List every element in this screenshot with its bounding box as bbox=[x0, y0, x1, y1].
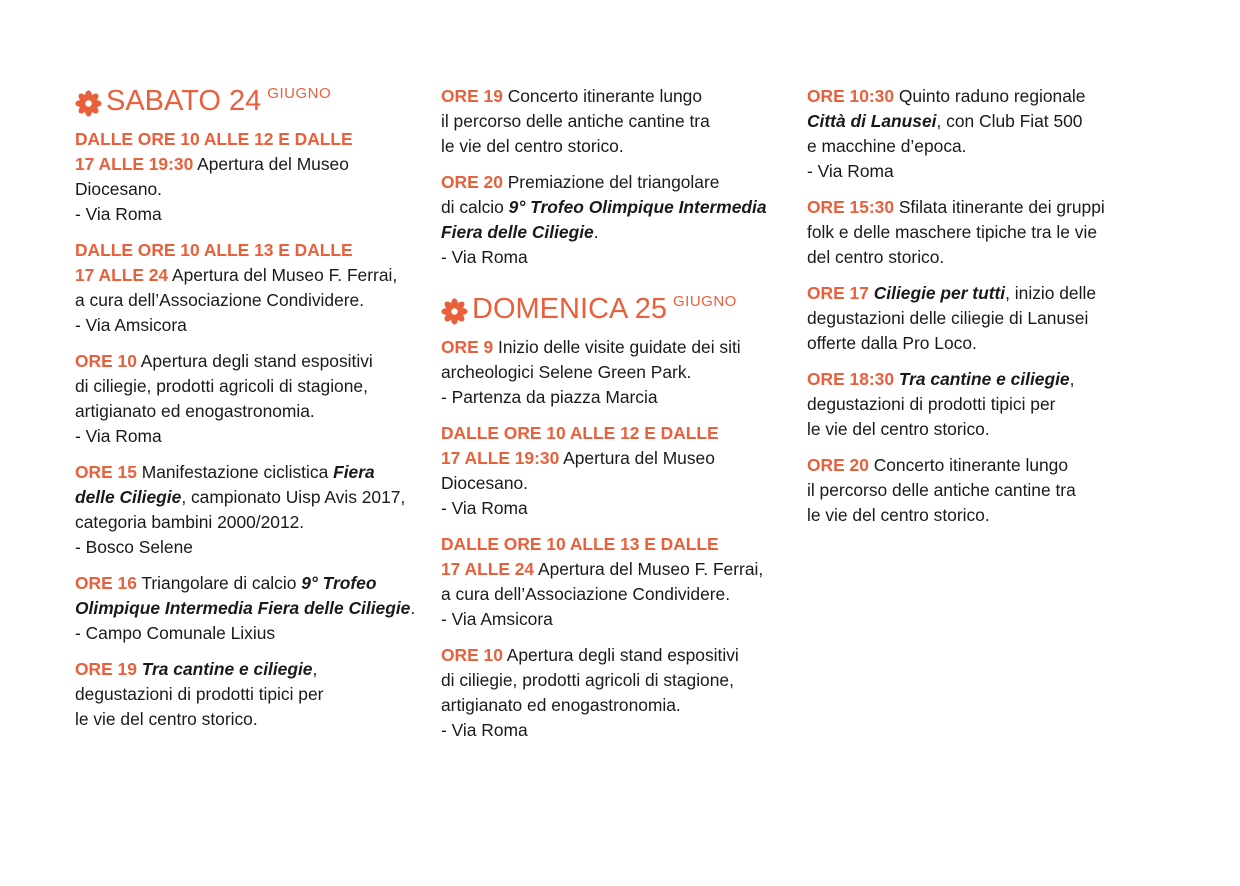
event-item bbox=[441, 170, 793, 270]
event-item bbox=[75, 238, 427, 338]
event-time: ORE 15:30 bbox=[807, 197, 894, 217]
event-title: Tra cantine e ciliegie bbox=[141, 659, 313, 679]
event-time: ORE 10:30 bbox=[807, 86, 894, 106]
event-text: il percorso delle antiche cantine tra bbox=[441, 111, 710, 131]
event-text: Concerto itinerante lungo bbox=[868, 455, 1069, 475]
event-text: , bbox=[312, 659, 318, 679]
event-location: - Via Roma bbox=[441, 247, 528, 267]
event-text: le vie del centro storico. bbox=[441, 136, 624, 156]
event-text: e macchine d’epoca. bbox=[807, 136, 967, 156]
event-item bbox=[75, 571, 427, 646]
event-title: delle Ciliegie bbox=[75, 487, 182, 507]
event-item bbox=[807, 281, 1159, 356]
event-time: ORE 18:30 bbox=[807, 369, 894, 389]
event-text: Sfilata itinerante dei gruppi bbox=[894, 197, 1105, 217]
event-text: Apertura degli stand espositivi bbox=[136, 351, 373, 371]
event-item bbox=[807, 84, 1159, 184]
event-item bbox=[807, 195, 1159, 270]
event-time: ORE 9 bbox=[441, 337, 494, 357]
event-text: degustazioni di prodotti tipici per bbox=[807, 394, 1056, 414]
event-title: Fiera delle Ciliegie bbox=[441, 222, 594, 242]
event-text: . bbox=[593, 222, 599, 242]
event-text: Apertura del Museo F. Ferrai, bbox=[168, 265, 398, 285]
event-time: DALLE ORE 10 ALLE 12 E DALLE bbox=[75, 129, 353, 149]
event-title: Ciliegie per tutti bbox=[873, 283, 1006, 303]
event-text: Apertura del Museo F. Ferrai, bbox=[534, 559, 764, 579]
event-time: 17 ALLE 24 bbox=[75, 265, 169, 285]
event-time: DALLE ORE 10 ALLE 12 E DALLE bbox=[441, 423, 719, 443]
event-text: , bbox=[1069, 369, 1075, 389]
event-item bbox=[441, 84, 793, 159]
event-location: - Partenza da piazza Marcia bbox=[441, 387, 658, 407]
event-item bbox=[75, 127, 427, 227]
event-text: del centro storico. bbox=[807, 247, 945, 267]
event-title: 9° Trofeo Olimpique Intermedia bbox=[508, 197, 767, 217]
event-item bbox=[75, 349, 427, 449]
event-item bbox=[807, 367, 1159, 442]
event-location: - Via Roma bbox=[441, 498, 528, 518]
event-location: - Campo Comunale Lixius bbox=[75, 623, 276, 643]
flower-icon bbox=[75, 90, 102, 117]
day-label: SABATO 24 bbox=[106, 85, 262, 117]
event-title: 9° Trofeo bbox=[301, 573, 377, 593]
event-text: offerte dalla Pro Loco. bbox=[807, 333, 977, 353]
event-text: folk e delle maschere tipiche tra le vie bbox=[807, 222, 1097, 242]
event-location: - Via Roma bbox=[441, 720, 528, 740]
event-time: ORE 10 bbox=[441, 645, 503, 665]
month-label: GIUGNO bbox=[267, 85, 332, 102]
event-text: Manifestazione ciclistica bbox=[136, 462, 334, 482]
day-heading-saturday bbox=[75, 84, 427, 123]
event-text: , campionato Uisp Avis 2017, bbox=[181, 487, 406, 507]
event-item bbox=[441, 532, 793, 632]
event-time: ORE 15 bbox=[75, 462, 137, 482]
event-item bbox=[441, 335, 793, 410]
event-text: Diocesano. bbox=[441, 473, 529, 493]
event-time: ORE 19 bbox=[441, 86, 503, 106]
event-title: Tra cantine e ciliegie bbox=[898, 369, 1070, 389]
column-saturday bbox=[75, 84, 427, 743]
event-text: Premiazione del triangolare bbox=[502, 172, 720, 192]
event-title: Olimpique Intermedia Fiera delle Ciliegie bbox=[75, 598, 411, 618]
event-text: il percorso delle antiche cantine tra bbox=[807, 480, 1076, 500]
event-time: 17 ALLE 24 bbox=[441, 559, 535, 579]
event-text: Apertura del Museo bbox=[193, 154, 349, 174]
event-text: artigianato ed enogastronomia. bbox=[75, 401, 315, 421]
event-text: artigianato ed enogastronomia. bbox=[441, 695, 681, 715]
event-item bbox=[441, 643, 793, 743]
event-text: categoria bambini 2000/2012. bbox=[75, 512, 305, 532]
event-time: ORE 20 bbox=[441, 172, 503, 192]
month-label: GIUGNO bbox=[673, 293, 737, 310]
event-time: ORE 17 bbox=[807, 283, 869, 303]
event-text: , con Club Fiat 500 bbox=[936, 111, 1083, 131]
event-text: Diocesano. bbox=[75, 179, 163, 199]
event-text: a cura dell’Associazione Condividere. bbox=[441, 584, 731, 604]
event-time: ORE 20 bbox=[807, 455, 869, 475]
event-time: 17 ALLE 19:30 bbox=[441, 448, 560, 468]
event-text: Apertura del Museo bbox=[559, 448, 715, 468]
event-title: Fiera bbox=[333, 462, 375, 482]
day-heading-sunday bbox=[441, 292, 793, 331]
event-location: - Via Amsicora bbox=[441, 609, 553, 629]
event-text: Apertura degli stand espositivi bbox=[502, 645, 739, 665]
event-item bbox=[75, 460, 427, 560]
event-text: archeologici Selene Green Park. bbox=[441, 362, 692, 382]
event-text: , inizio delle bbox=[1005, 283, 1097, 303]
event-location: - Via Roma bbox=[75, 426, 162, 446]
event-text: le vie del centro storico. bbox=[807, 419, 990, 439]
event-text: le vie del centro storico. bbox=[807, 505, 990, 525]
event-item bbox=[807, 453, 1159, 528]
event-time: DALLE ORE 10 ALLE 13 E DALLE bbox=[441, 534, 719, 554]
event-location: - Via Roma bbox=[75, 204, 162, 224]
event-text: degustazioni di prodotti tipici per bbox=[75, 684, 324, 704]
flower-icon bbox=[441, 298, 468, 325]
event-time: DALLE ORE 10 ALLE 13 E DALLE bbox=[75, 240, 353, 260]
event-text: degustazioni delle ciliegie di Lanusei bbox=[807, 308, 1089, 328]
event-time: 17 ALLE 19:30 bbox=[75, 154, 194, 174]
event-text: . bbox=[410, 598, 416, 618]
event-title: Città di Lanusei bbox=[807, 111, 937, 131]
event-item bbox=[441, 421, 793, 521]
event-text: di ciliegie, prodotti agricoli di stagione, bbox=[441, 670, 734, 690]
event-text: di calcio bbox=[441, 197, 509, 217]
event-location: - Via Roma bbox=[807, 161, 894, 181]
event-time: ORE 19 bbox=[75, 659, 137, 679]
column-saturday-sunday bbox=[441, 84, 793, 754]
event-text: di ciliegie, prodotti agricoli di stagione, bbox=[75, 376, 368, 396]
event-text: Quinto raduno regionale bbox=[894, 86, 1086, 106]
event-text: Triangolare di calcio bbox=[136, 573, 302, 593]
event-item bbox=[75, 657, 427, 732]
column-sunday bbox=[807, 84, 1159, 539]
event-location: - Bosco Selene bbox=[75, 537, 193, 557]
event-time: ORE 16 bbox=[75, 573, 137, 593]
event-location: - Via Amsicora bbox=[75, 315, 187, 335]
event-text: Concerto itinerante lungo bbox=[502, 86, 703, 106]
event-text: a cura dell’Associazione Condividere. bbox=[75, 290, 365, 310]
event-text: Inizio delle visite guidate dei siti bbox=[493, 337, 741, 357]
day-label: DOMENICA 25 bbox=[472, 293, 667, 325]
event-time: ORE 10 bbox=[75, 351, 137, 371]
event-text: le vie del centro storico. bbox=[75, 709, 258, 729]
